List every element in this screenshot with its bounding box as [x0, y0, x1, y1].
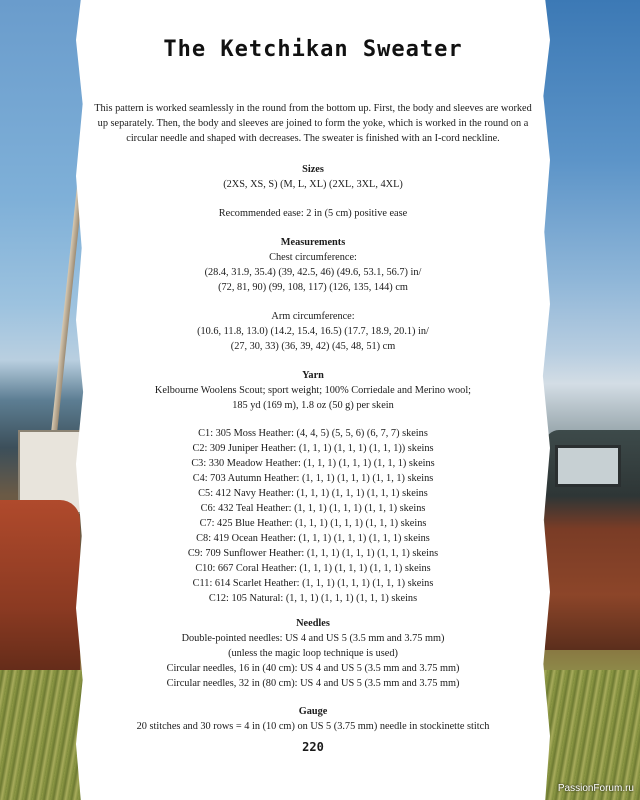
- page-title: The Ketchikan Sweater: [163, 37, 463, 62]
- dpn-note: (unless the magic loop technique is used): [228, 648, 398, 659]
- pattern-content: [88, 0, 538, 800]
- chest-cm: (72, 81, 90) (99, 108, 117) (126, 135, 144) cm: [218, 282, 408, 293]
- measurements-section: [88, 235, 538, 295]
- needles-heading: Needles: [296, 618, 330, 629]
- sizes-values: (2XS, XS, S) (M, L, XL) (2XL, 3XL, 4XL): [223, 179, 403, 190]
- boat-window-right: [555, 445, 621, 487]
- circular-needles-32: Circular needles, 32 in (80 cm): US 4 and US 5 (3.5 mm and 3.75 mm): [166, 678, 460, 689]
- yarn-colors-list: [88, 426, 538, 606]
- yarn-color-item: C5: 412 Navy Heather: (1, 1, 1) (1, 1, 1) (1, 1, 1) skeins: [198, 488, 428, 499]
- arm-inches: (10.6, 11.8, 13.0) (14.2, 15.4, 16.5) (17.7, 18.9, 20.1) in/: [197, 326, 429, 337]
- yarn-description-1: Kelbourne Woolens Scout; sport weight; 100% Corriedale and Merino wool;: [154, 385, 472, 396]
- circular-needles-16: Circular needles, 16 in (40 cm): US 4 and US 5 (3.5 mm and 3.75 mm): [166, 663, 460, 674]
- page-number: 220: [302, 740, 324, 754]
- boat-hull-left: [0, 500, 80, 680]
- ease-text: Recommended ease: 2 in (5 cm) positive ease: [218, 208, 408, 219]
- yarn-heading: Yarn: [302, 370, 324, 381]
- yarn-color-item: C7: 425 Blue Heather: (1, 1, 1) (1, 1, 1) (1, 1, 1) skeins: [199, 518, 427, 529]
- ease-section: [88, 206, 538, 221]
- yarn-color-item: C6: 432 Teal Heather: (1, 1, 1) (1, 1, 1) (1, 1, 1) skeins: [200, 503, 426, 514]
- yarn-color-item: C3: 330 Meadow Heather: (1, 1, 1) (1, 1, 1) (1, 1, 1) skeins: [191, 458, 435, 469]
- intro-paragraph: This pattern is worked seamlessly in the round from the bottom up. First, the body and sleeves are worked up separately. Then, the body and sleeves are joined to form the yoke, which is worked in the round on a circular needle and shaped with decreases. The sweater is finished with an I-cord neckline.: [94, 103, 532, 144]
- yarn-color-item: C2: 309 Juniper Heather: (1, 1, 1) (1, 1, 1) (1, 1, 1)) skeins: [192, 443, 434, 454]
- gauge-heading: Gauge: [298, 706, 328, 717]
- arm-section: [88, 309, 538, 354]
- dpn-needles: Double-pointed needles: US 4 and US 5 (3.5 mm and 3.75 mm): [181, 633, 445, 644]
- yarn-color-item: C11: 614 Scarlet Heather: (1, 1, 1) (1, 1, 1) (1, 1, 1) skeins: [192, 578, 434, 589]
- sizes-section: [88, 162, 538, 192]
- yarn-color-item: C8: 419 Ocean Heather: (1, 1, 1) (1, 1, 1) (1, 1, 1) skeins: [196, 533, 430, 544]
- gauge-section: [88, 704, 538, 734]
- yarn-color-item: C12: 105 Natural: (1, 1, 1) (1, 1, 1) (1, 1, 1) skeins: [208, 593, 418, 604]
- yarn-section: [88, 368, 538, 413]
- yarn-color-item: C10: 667 Coral Heather: (1, 1, 1) (1, 1, 1) (1, 1, 1) skeins: [195, 563, 431, 574]
- chest-label: Chest circumference:: [269, 252, 357, 263]
- measurements-heading: Measurements: [280, 237, 346, 248]
- yarn-color-item: C9: 709 Sunflower Heather: (1, 1, 1) (1, 1, 1) (1, 1, 1) skeins: [187, 548, 439, 559]
- arm-label: Arm circumference:: [271, 311, 355, 322]
- yarn-description-2: 185 yd (169 m), 1.8 oz (50 g) per skein: [232, 400, 394, 411]
- sizes-heading: Sizes: [302, 164, 324, 175]
- needles-section: [88, 616, 538, 691]
- site-watermark: PassionForum.ru: [557, 783, 634, 794]
- gauge-text: 20 stitches and 30 rows = 4 in (10 cm) on US 5 (3.75 mm) needle in stockinette stitch: [136, 721, 490, 732]
- yarn-color-item: C4: 703 Autumn Heather: (1, 1, 1) (1, 1, 1) (1, 1, 1) skeins: [192, 473, 434, 484]
- chest-inches: (28.4, 31.9, 35.4) (39, 42.5, 46) (49.6, 53.1, 56.7) in/: [204, 267, 422, 278]
- yarn-color-item: C1: 305 Moss Heather: (4, 4, 5) (5, 5, 6) (6, 7, 7) skeins: [198, 428, 428, 439]
- arm-cm: (27, 30, 33) (36, 39, 42) (45, 48, 51) cm: [230, 341, 396, 352]
